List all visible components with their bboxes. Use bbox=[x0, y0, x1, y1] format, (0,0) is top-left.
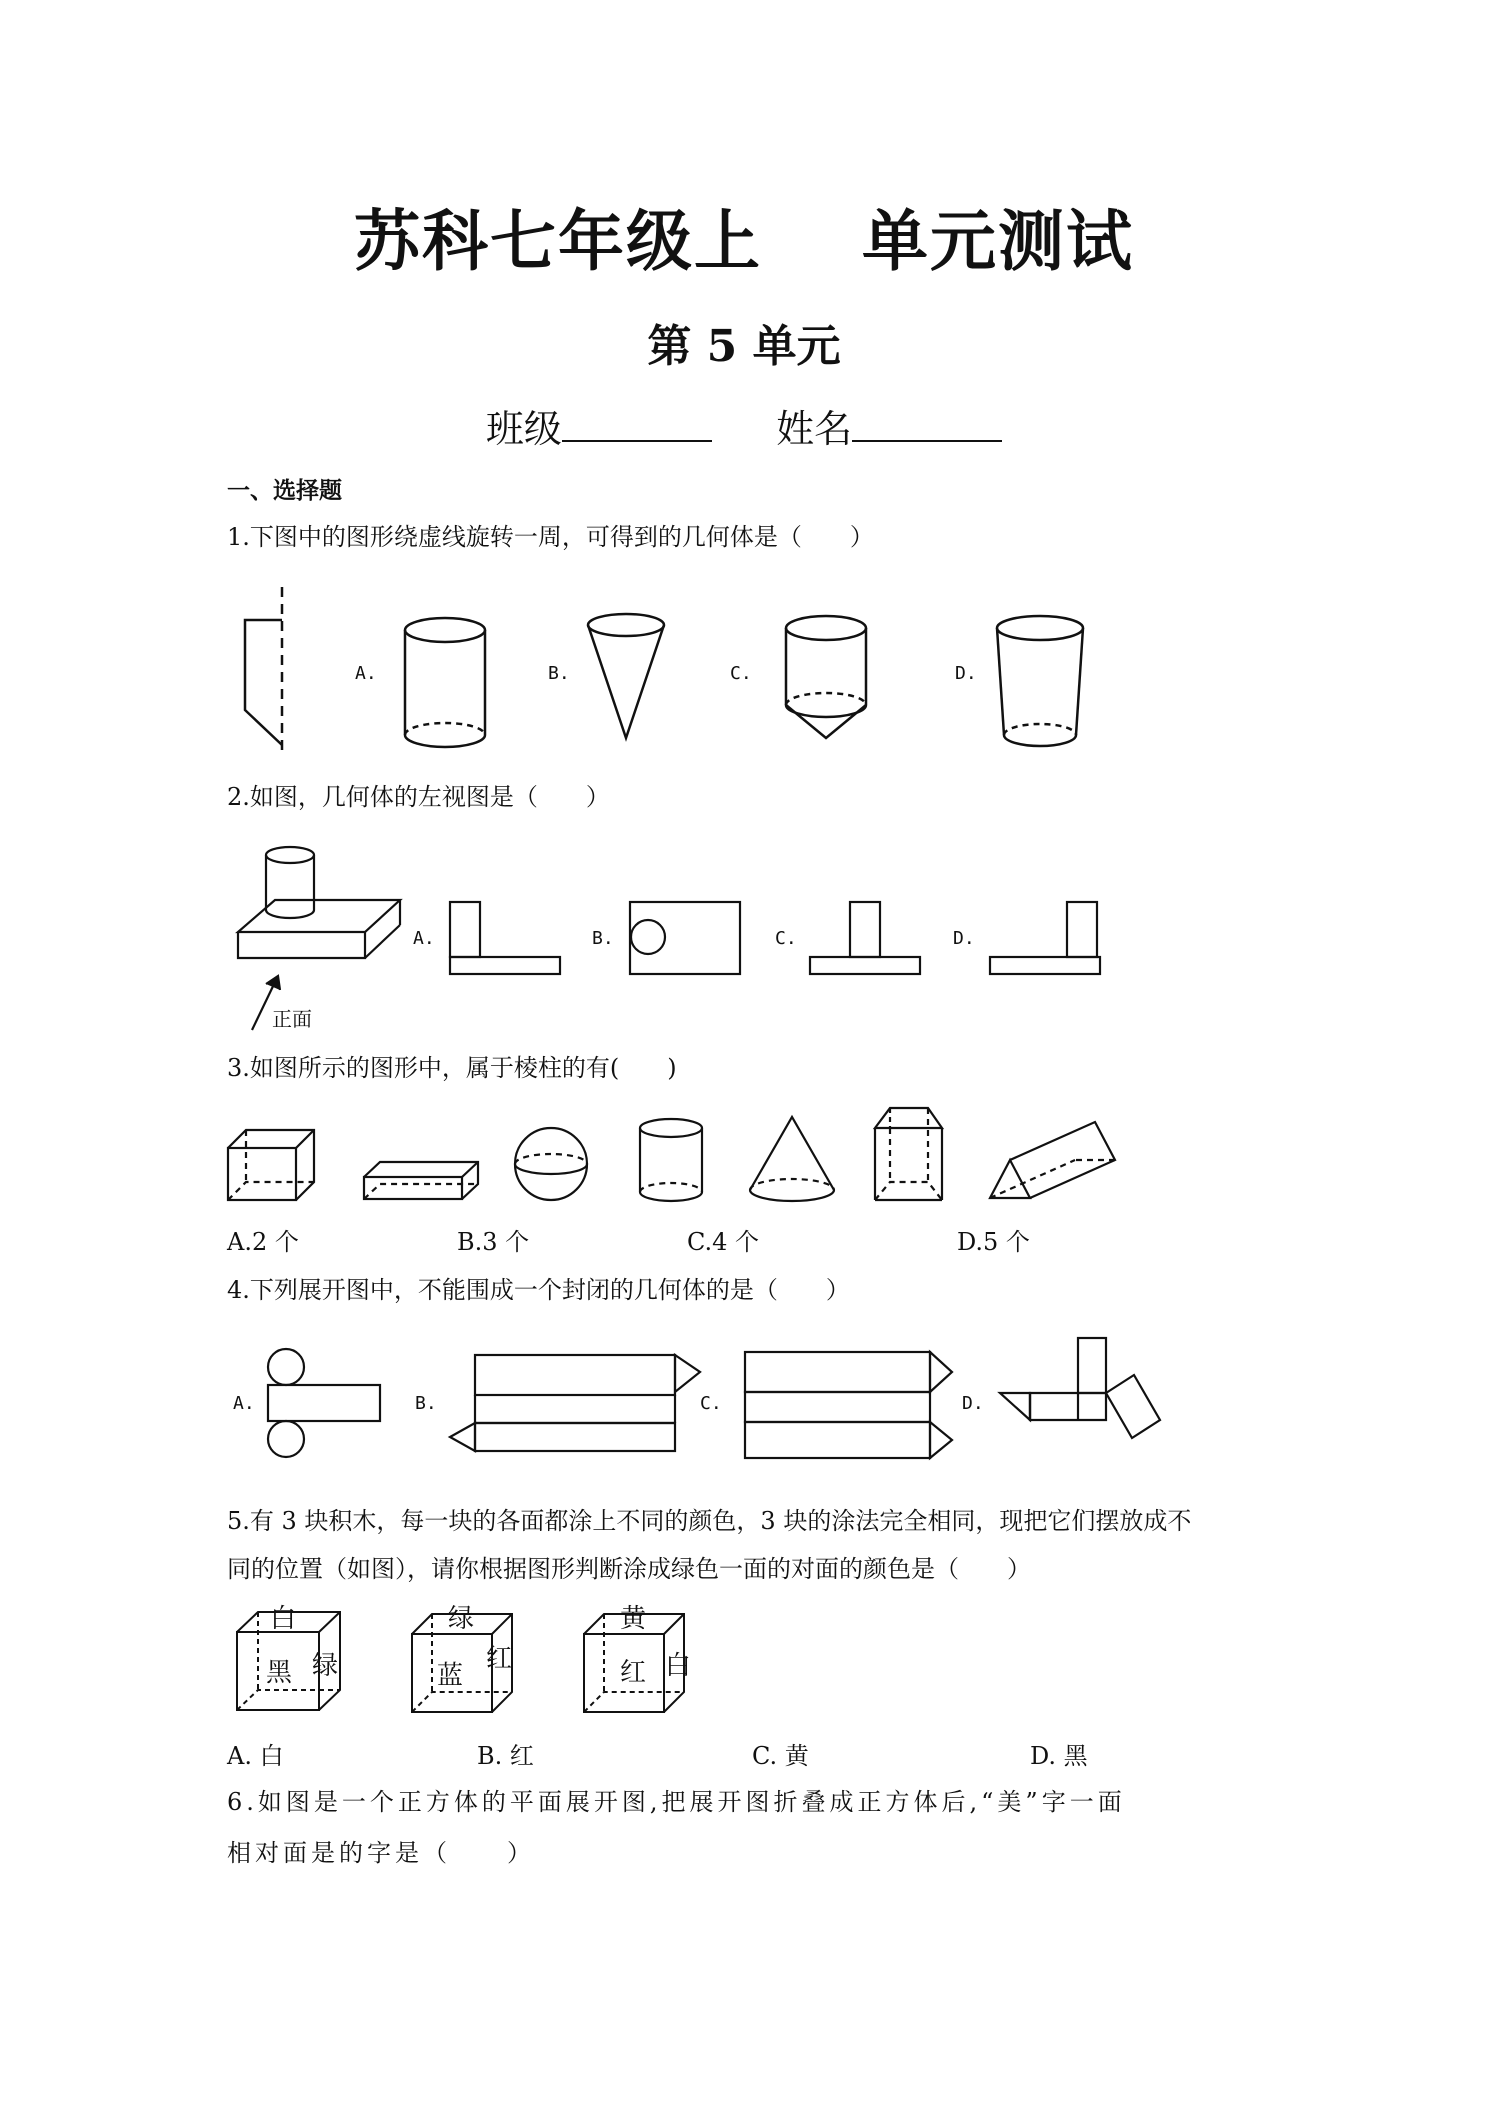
q2-label-c: C. bbox=[775, 928, 797, 949]
q4-label-a: A. bbox=[233, 1393, 255, 1414]
q5-cube3-top: 黄 bbox=[620, 1604, 647, 1634]
q2-front-label: 正面 bbox=[272, 1007, 312, 1031]
q1-label-c: C. bbox=[730, 663, 752, 684]
question-3: 3.如图所示的图形中，属于棱柱的有( ) bbox=[227, 1054, 677, 1082]
question-6-line2: 相对面是的字是（ ） bbox=[227, 1839, 535, 1867]
title-left: 苏科七年级上 bbox=[354, 203, 762, 280]
question-1: 1.下图中的图形绕虚线旋转一周，可得到的几何体是（ ） bbox=[227, 523, 874, 551]
q4-label-d: D. bbox=[962, 1393, 984, 1414]
q5-cube1-front: 黑 bbox=[266, 1658, 293, 1688]
question-4: 4.下列展开图中，不能围成一个封闭的几何体的是（ ） bbox=[227, 1276, 850, 1304]
q5-cube2-top: 绿 bbox=[448, 1604, 475, 1634]
q4-label-c: C. bbox=[700, 1393, 722, 1414]
q5-option-c: C. 黄 bbox=[752, 1742, 809, 1770]
q1-label-b: B. bbox=[548, 663, 570, 684]
unit-title: 第 5 单元 bbox=[647, 321, 841, 372]
q5-cube2-front: 蓝 bbox=[437, 1661, 464, 1691]
question-5-line1: 5.有 3 块积木，每一块的各面都涂上不同的颜色，3 块的涂法完全相同，现把它们摆放成不 bbox=[227, 1507, 1192, 1535]
question-6-line1: 6.如图是一个正方体的平面展开图,把展开图折叠成正方体后,“美”字一面 bbox=[227, 1788, 1126, 1816]
q2-label-a: A. bbox=[413, 928, 435, 949]
class-label: 班级 bbox=[485, 407, 562, 451]
q5-cube1-right: 绿 bbox=[312, 1651, 339, 1681]
q2-label-d: D. bbox=[953, 928, 975, 949]
q5-option-b: B. 红 bbox=[477, 1742, 534, 1770]
question-2: 2.如图，几何体的左视图是（ ） bbox=[227, 783, 610, 811]
q1-label-d: D. bbox=[955, 663, 977, 684]
question-5-line2: 同的位置（如图），请你根据图形判断涂成绿色一面的对面的颜色是（ ） bbox=[227, 1555, 1031, 1583]
q3-option-d: D.5 个 bbox=[957, 1228, 1030, 1256]
q3-option-a: A.2 个 bbox=[227, 1228, 299, 1256]
q2-label-b: B. bbox=[592, 928, 614, 949]
q1-label-a: A. bbox=[355, 663, 377, 684]
q3-option-c: C.4 个 bbox=[687, 1228, 760, 1256]
section-title: 一、选择题 bbox=[227, 478, 342, 504]
title-right: 单元测试 bbox=[862, 203, 1134, 280]
name-label: 姓名 bbox=[776, 407, 853, 451]
q5-cube3-front: 红 bbox=[620, 1658, 647, 1688]
q5-cube3-right: 白 bbox=[665, 1651, 692, 1681]
q5-cube1-top: 白 bbox=[270, 1604, 297, 1634]
q5-option-d: D. 黑 bbox=[1030, 1742, 1088, 1770]
q5-option-a: A. 白 bbox=[227, 1742, 284, 1770]
q4-label-b: B. bbox=[415, 1393, 437, 1414]
q5-cube2-right: 红 bbox=[486, 1644, 513, 1674]
q3-option-b: B.3 个 bbox=[457, 1228, 530, 1256]
